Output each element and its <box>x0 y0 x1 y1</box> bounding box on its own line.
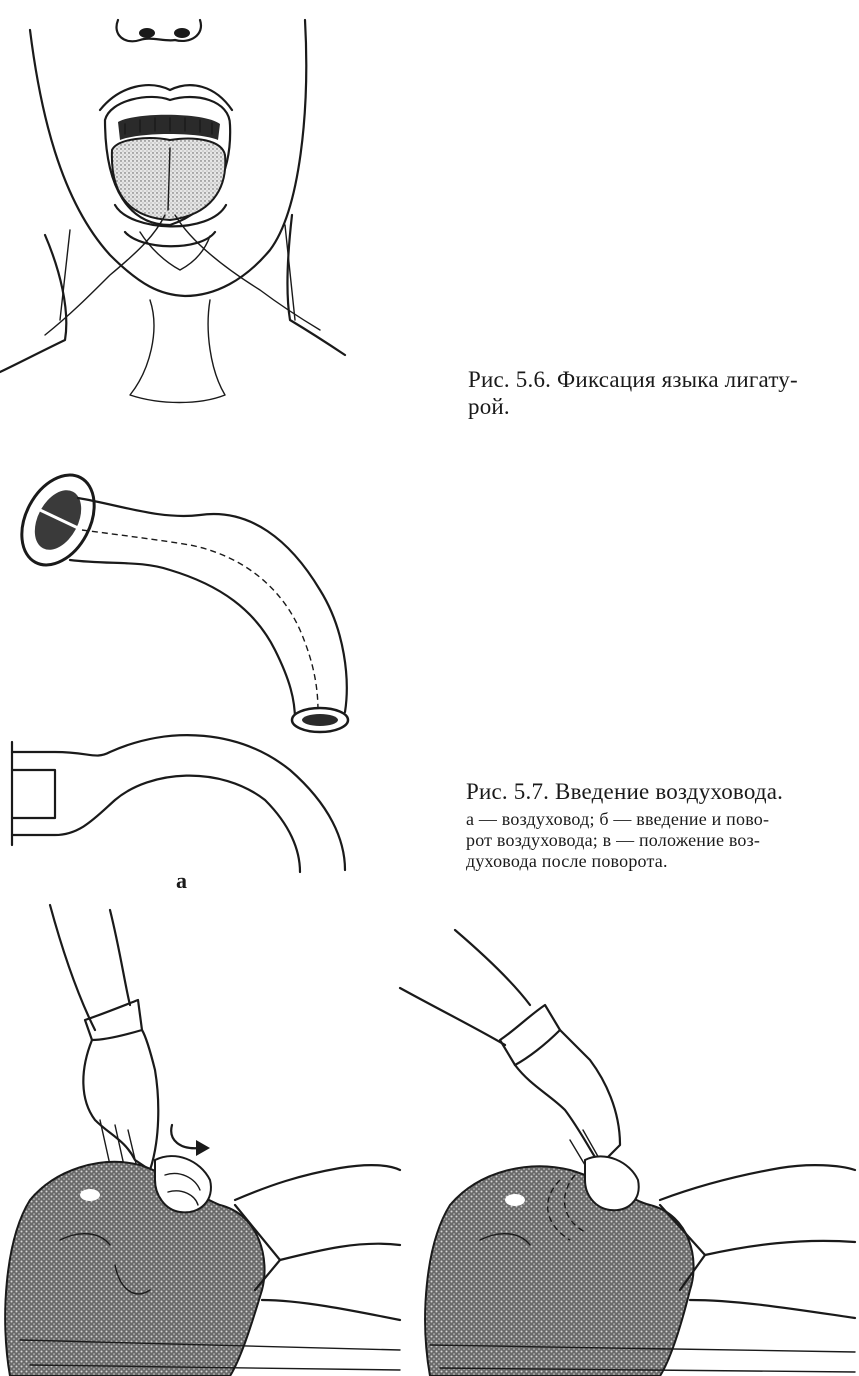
figure-5-7-caption-title: Рис. 5.7. Введение воздуховода. <box>466 779 784 804</box>
figure-5-6-caption-line1: Рис. 5.6. Фиксация языка лигату- <box>468 367 798 392</box>
figure-5-7-label-a: а <box>176 868 187 893</box>
insertion-right-panel <box>400 930 855 1376</box>
figure-5-7-caption-line2: рот воздуховода; в — положение воз- <box>466 830 761 850</box>
figure-5-7-caption-line1: а — воздуховод; б — введение и пово- <box>466 809 770 829</box>
figure-5-6-caption-line2: рой. <box>468 394 510 419</box>
figure-5-7-caption-line3: духовода после поворота. <box>466 851 668 871</box>
insertion-left-panel <box>5 905 400 1376</box>
